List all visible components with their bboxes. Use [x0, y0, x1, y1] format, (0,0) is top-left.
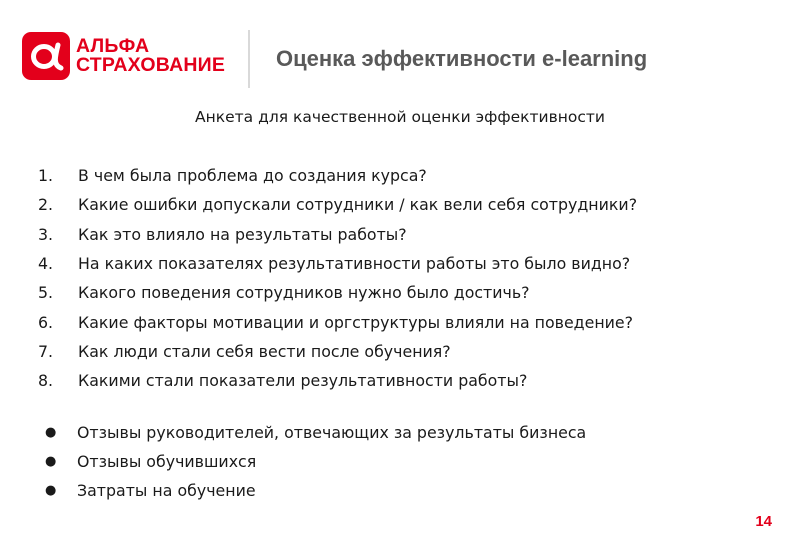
question-text: Какого поведения сотрудников нужно было достичь?: [78, 283, 530, 303]
question-item: [38, 249, 637, 278]
questions-list: [38, 161, 637, 395]
question-text: Какими стали показатели результативности работы?: [78, 371, 528, 391]
slide-subtitle: Анкета для качественной оценки эффективности: [195, 108, 605, 126]
company-logo: [22, 32, 225, 80]
question-number: 6.: [38, 312, 54, 332]
slide-title: Оценка эффективности e-learning: [276, 46, 648, 71]
question-text: Как люди стали себя вести после обучения?: [78, 341, 451, 361]
bullet-dot-icon: ●: [45, 483, 57, 498]
question-item: [38, 161, 637, 190]
brand-name-line2: СТРАХОВАНИЕ: [76, 54, 226, 76]
question-text: В чем была проблема до создания курса?: [78, 166, 427, 186]
bullet-item: [45, 447, 586, 476]
question-text: Какие факторы мотивации и оргструктуры влияли на поведение?: [78, 312, 634, 332]
brand-name-line1: АЛЬФА: [76, 35, 150, 57]
bullet-dot-icon: ●: [45, 454, 57, 469]
question-number: 4.: [38, 254, 54, 274]
question-item: [38, 307, 637, 336]
question-number: 8.: [38, 371, 54, 391]
question-number: 7.: [38, 341, 54, 361]
question-number: 1.: [38, 166, 54, 186]
page-number: 14: [755, 513, 772, 530]
question-item: [38, 190, 637, 219]
bullet-text: Отзывы обучившихся: [77, 452, 257, 471]
bullet-text: Затраты на обучение: [77, 481, 256, 500]
question-text: Как это влияло на результаты работы?: [78, 224, 407, 244]
question-number: 2.: [38, 195, 54, 215]
bullet-item: [45, 476, 586, 505]
question-text: На каких показателях результативности работы это было видно?: [78, 254, 631, 274]
brand-name: [76, 37, 225, 75]
header-divider: [248, 30, 250, 88]
bullet-item: [45, 418, 586, 447]
bullet-text: Отзывы руководителей, отвечающих за результаты бизнеса: [77, 423, 587, 442]
question-text: Какие ошибки допускали сотрудники / как вели себя сотрудники?: [78, 195, 638, 215]
question-item: [38, 337, 637, 366]
question-item: [38, 366, 637, 395]
question-number: 3.: [38, 224, 54, 244]
question-item: [38, 220, 637, 249]
alpha-logo-icon: [22, 32, 70, 80]
question-number: 5.: [38, 283, 54, 303]
bullet-dot-icon: ●: [45, 425, 57, 440]
question-item: [38, 278, 637, 307]
evaluation-sources-list: [45, 418, 586, 505]
